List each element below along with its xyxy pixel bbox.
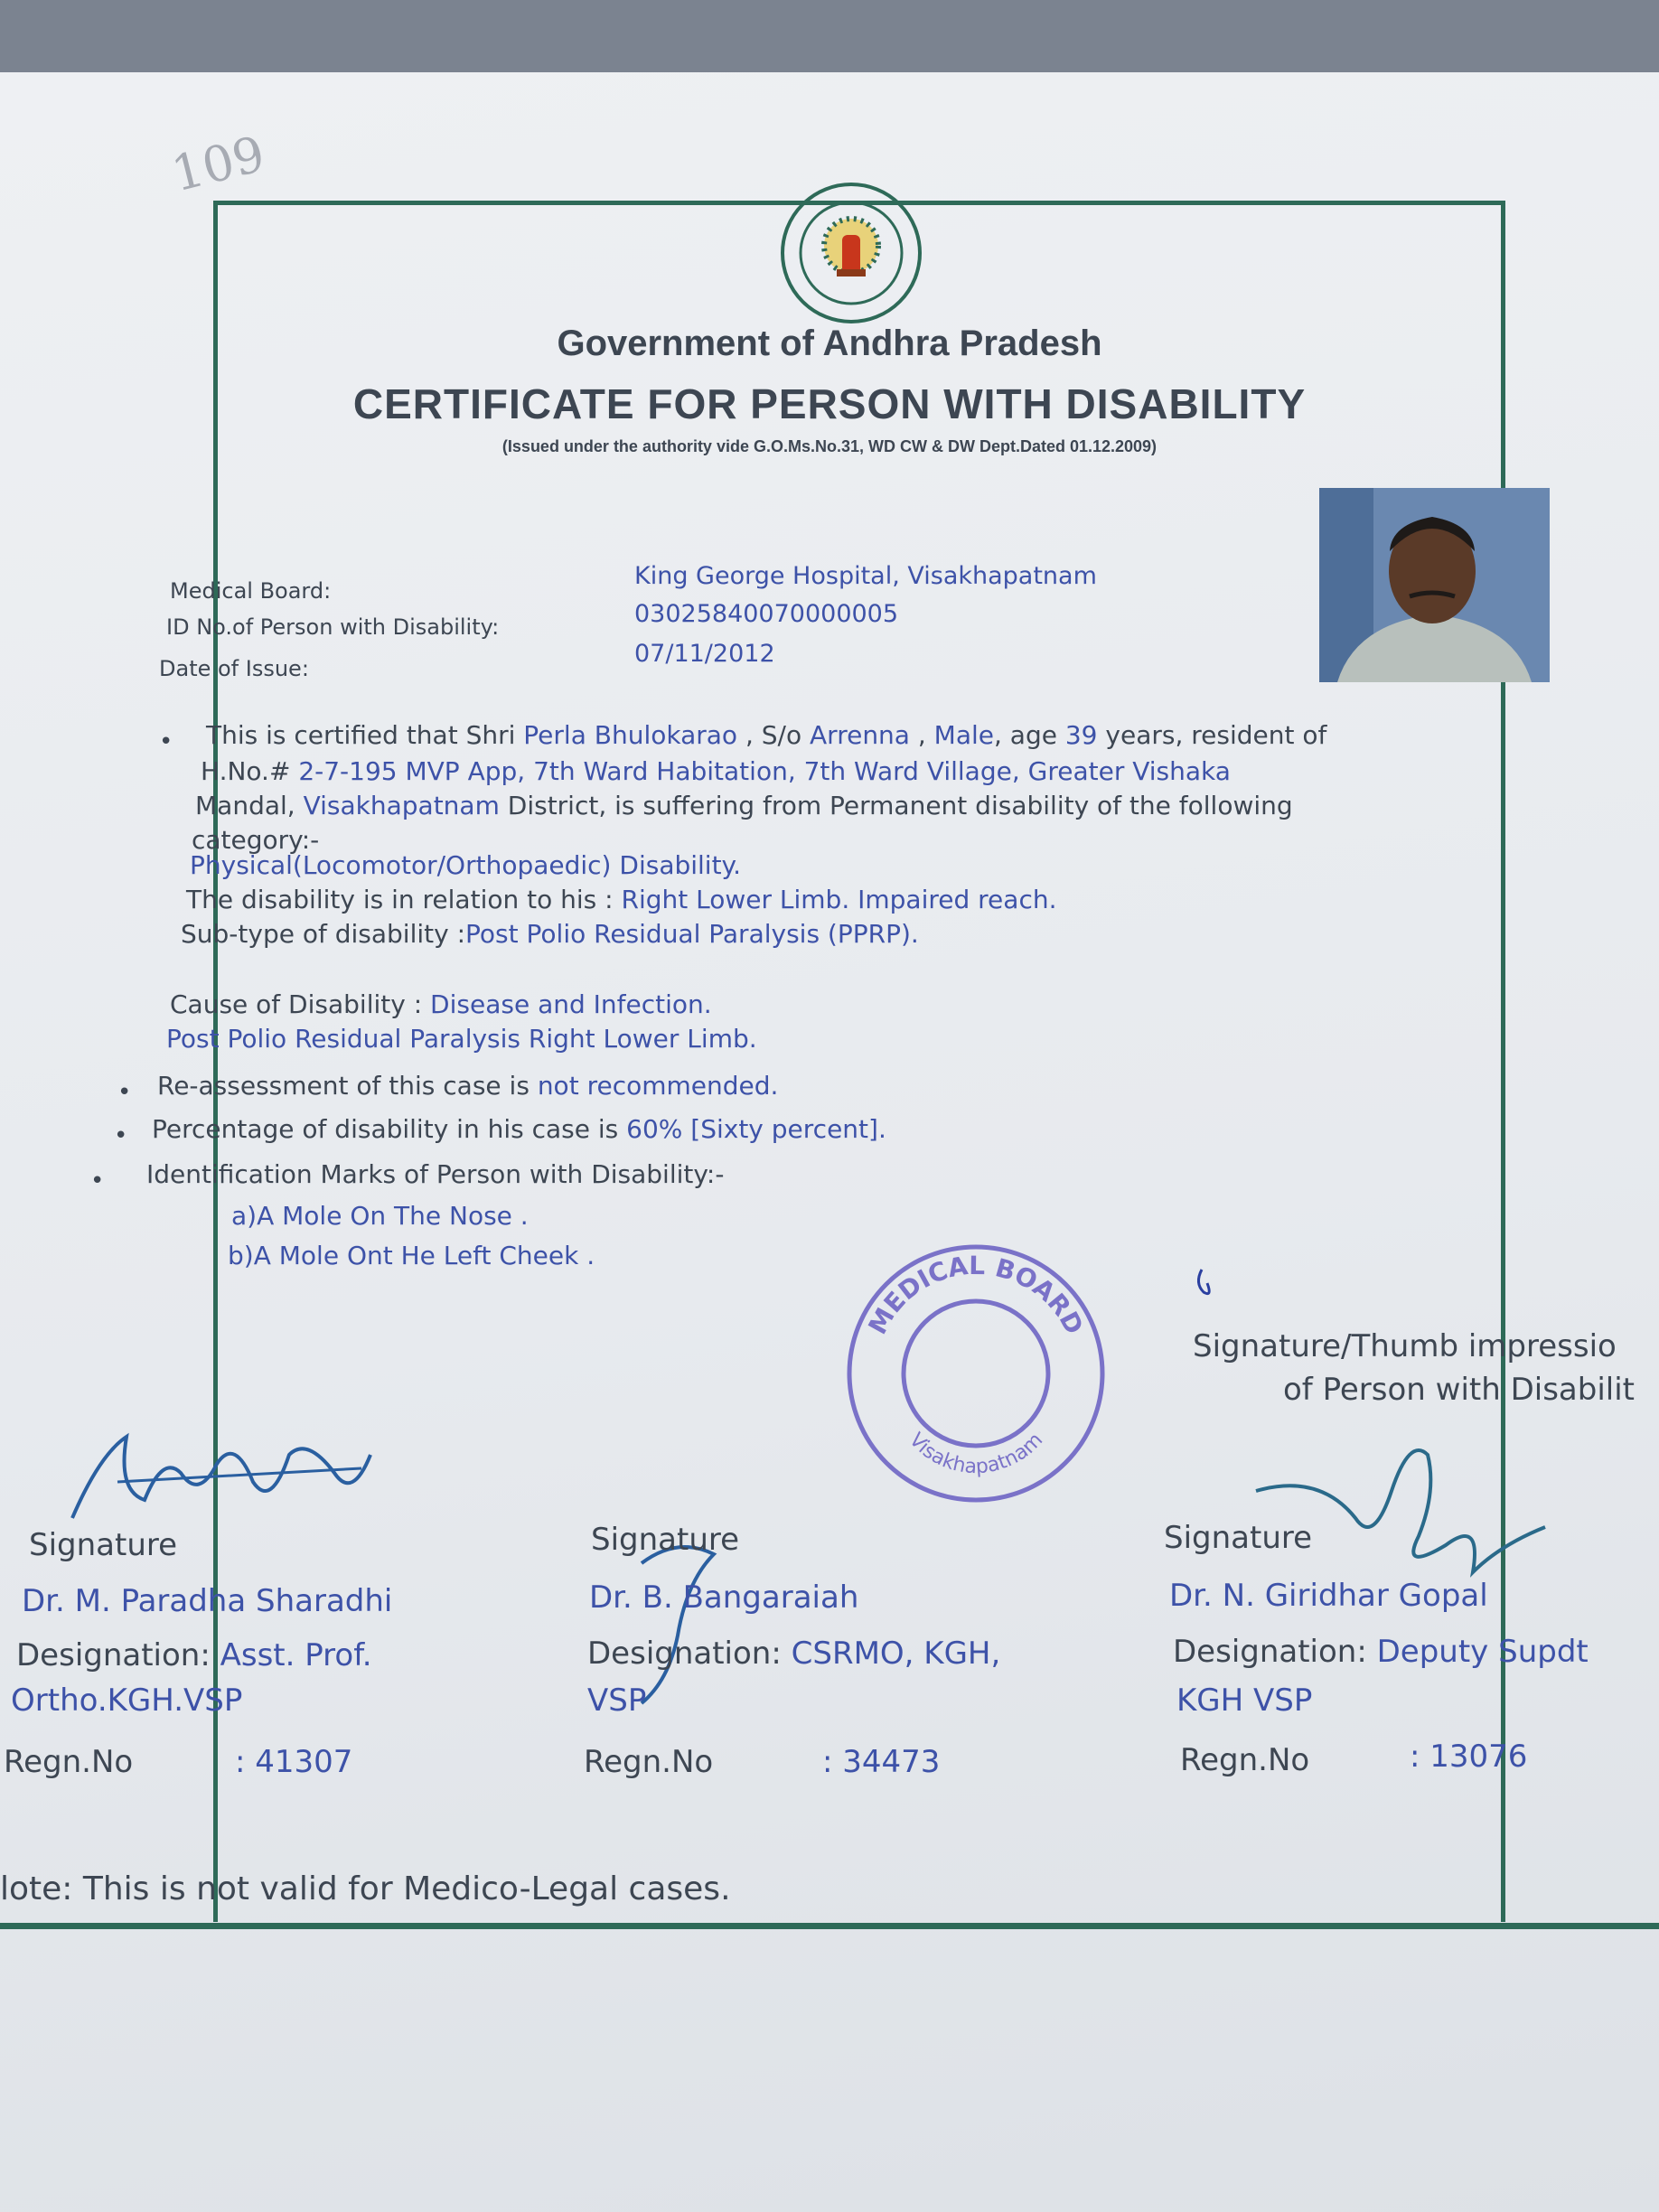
person-name: Perla Bhulokarao [523, 720, 738, 750]
date-label: Date of Issue: [159, 656, 309, 681]
bullet-point: • [114, 1122, 128, 1149]
bullet-point: • [90, 1167, 105, 1195]
seal-top-text: MEDICAL BOARD [862, 1250, 1090, 1340]
svg-text:MEDICAL BOARD [862, 1251, 1089, 1339]
regn-value-3: : 13076 [1410, 1739, 1528, 1775]
cause-detail: Post Polio Residual Paralysis Right Lower Limb. [166, 1024, 757, 1054]
id-value: 03025840070000005 [634, 600, 899, 628]
designation-1: Designation: Asst. Prof. [16, 1637, 372, 1673]
cause-value: Disease and Infection. [430, 989, 712, 1019]
identification-mark-a: a)A Mole On The Nose . [231, 1201, 529, 1231]
date-value: 07/11/2012 [634, 640, 775, 668]
age: 39 [1064, 720, 1098, 750]
designation-3-cont: KGH VSP [1176, 1682, 1313, 1719]
svg-text:Visakhapatnam [904, 1429, 1047, 1478]
designation-2-cont: VSP [587, 1682, 647, 1719]
medical-board-label: Medical Board: [170, 578, 332, 604]
state-emblem-icon [779, 181, 923, 325]
thumb-impression-label-1: Signature/Thumb impressio [1193, 1328, 1617, 1364]
designation-1-cont: Ortho.KGH.VSP [11, 1682, 243, 1719]
medical-board-value: King George Hospital, Visakhapatnam [634, 562, 1097, 590]
certification-line-2: H.No.# 2-7-195 MVP App, 7th Ward Habitation, 7th Ward Village, Greater Vishaka [201, 756, 1231, 786]
signatory-name-2: Dr. B. Bangaraiah [589, 1579, 859, 1616]
father-name: Arrenna [810, 720, 910, 750]
regn-value-2: : 34473 [822, 1744, 941, 1780]
reassessment-value: not recommended. [537, 1071, 779, 1101]
reassessment-line: Re-assessment of this case is not recommended. [157, 1071, 779, 1101]
bottom-border [0, 1923, 1659, 1929]
regn-label-1: Regn.No [4, 1744, 134, 1780]
id-label: ID No.of Person with Disability: [166, 614, 500, 640]
signatory-name-3: Dr. N. Giridhar Gopal [1169, 1578, 1488, 1614]
regn-label-3: Regn.No [1180, 1742, 1310, 1778]
signatory-name-1: Dr. M. Paradha Sharadhi [22, 1583, 393, 1619]
validity-note: lote: This is not valid for Medico-Legal cases. [0, 1870, 731, 1907]
percentage-value: 60% [Sixty percent]. [626, 1114, 886, 1144]
district: Visakhapatnam [303, 791, 500, 820]
regn-label-2: Regn.No [584, 1744, 714, 1780]
relation-value: Right Lower Limb. Impaired reach. [621, 885, 1057, 914]
category-label: category:- [192, 825, 320, 855]
certification-line-1: This is certified that Shri Perla Bhulokarao , S/o Arrenna , Male, age 39 years, resident of [206, 720, 1327, 750]
subtype-value: Post Polio Residual Paralysis (PPRP). [465, 919, 919, 949]
government-heading: Government of Andhra Pradesh [557, 323, 1102, 363]
signature-label-1: Signature [29, 1527, 178, 1563]
designation-2: Designation: CSRMO, KGH, [587, 1636, 1001, 1672]
disability-category: Physical(Locomotor/Orthopaedic) Disability. [190, 850, 742, 880]
identification-mark-b: b)A Mole Ont He Left Cheek . [228, 1241, 595, 1270]
thumb-signature-mark [1184, 1265, 1238, 1310]
signature-label-3: Signature [1164, 1520, 1313, 1556]
medical-board-seal [840, 1238, 1111, 1509]
address: 2-7-195 MVP App, 7th Ward Habitation, 7th Ward Village, Greater Vishaka [298, 756, 1231, 786]
authority-line: (Issued under the authority vide G.O.Ms.No.31, WD CW & DW Dept.Dated 01.12.2009) [501, 437, 1158, 455]
relation-line: The disability is in relation to his : Right Lower Limb. Impaired reach. [186, 885, 1057, 914]
bullet-point: • [117, 1079, 132, 1106]
thumb-impression-label-2: of Person with Disabilit [1283, 1372, 1636, 1408]
percentage-line: Percentage of disability in his case is 60% [Sixty percent]. [152, 1114, 886, 1144]
gender: Male [933, 720, 994, 750]
pencil-mark: 109 [165, 125, 271, 203]
signature-scribble-1 [63, 1419, 389, 1536]
bullet-point: • [159, 728, 173, 755]
certification-line-3: Mandal, Visakhapatnam District, is suffering from Permanent disability of the following [195, 791, 1293, 820]
person-photo [1319, 488, 1550, 682]
certificate-title: CERTIFICATE FOR PERSON WITH DISABILITY [352, 380, 1307, 427]
seal-bottom-text: Visakhapatnam [904, 1429, 1048, 1479]
subtype-line: Sub-type of disability :Post Polio Residual Paralysis (PPRP). [181, 919, 919, 949]
signature-scribble-3 [1247, 1437, 1554, 1590]
cause-line: Cause of Disability : Disease and Infection. [170, 989, 712, 1019]
regn-value-1: : 41307 [235, 1744, 353, 1780]
identification-marks-label: Identification Marks of Person with Disability:- [146, 1159, 725, 1189]
signature-label-2: Signature [591, 1522, 740, 1558]
designation-3: Designation: Deputy Supdt [1173, 1634, 1589, 1670]
